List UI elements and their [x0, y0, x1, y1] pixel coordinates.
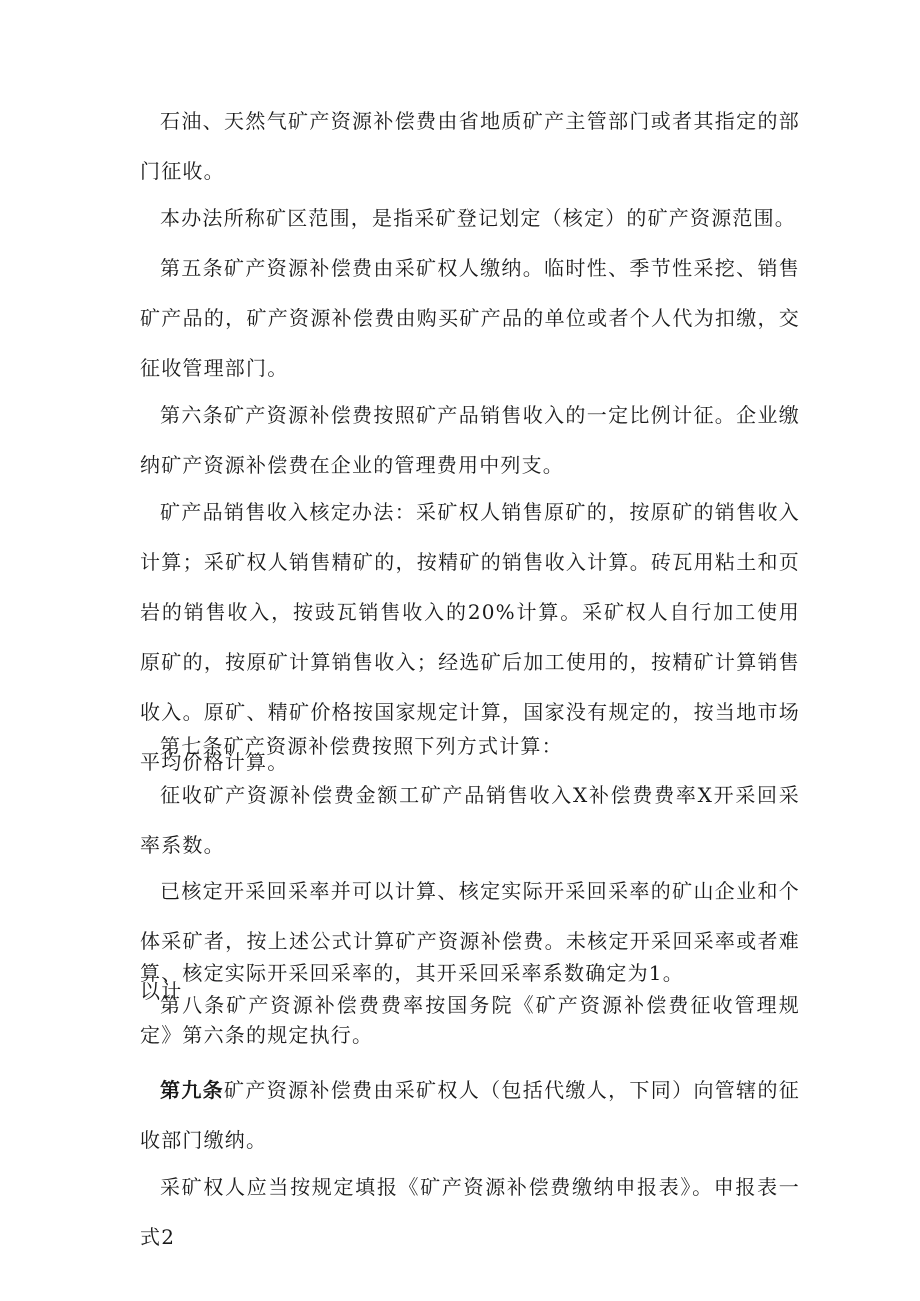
- paragraph-article-7: 第七条矿产资源补偿费按照下列方式计算：: [160, 734, 563, 758]
- paragraph-article-6: 第六条矿产资源补偿费按照矿产品销售收入的一定比例计征。企业缴纳矿产资源补偿费在企业的管理费用中列支。: [140, 403, 800, 477]
- paragraph-oil-gas-collection: 石油、天然气矿产资源补偿费由省地质矿产主管部门或者其指定的部门征收。: [140, 109, 800, 183]
- paragraph-mining-area-definition: 本办法所称矿区范围，是指采矿登记划定（核定）的矿产资源范围。: [160, 206, 796, 230]
- paragraph-sales-revenue-method: 矿产品销售收入核定办法：采矿权人销售原矿的，按原矿的销售收入计算；采矿权人销售精矿的，按精矿的销售收入计算。砖瓦用粘土和页岩的销售收入，按豉瓦销售收入的20%计算。采矿权人自行加工使用原矿的，按原矿计算销售收入；经选矿后加工使用的，按精矿计算销售收入。原矿、精矿价格按国家规定计算，国家没有规定的，按当地市场平均价格计算。: [140, 500, 800, 774]
- paragraph-article-9: [140, 1065, 800, 1165]
- article-9-text: 矿产资源补偿费由采矿权人（包括代缴人，下同）向管辖的征收部门缴纳。: [140, 1078, 800, 1152]
- paragraph-recovery-rate: 已核定开采回采率并可以计算、核定实际开采回采率的矿山企业和个体采矿者，按上述公式计算矿产资源补偿费。未核定开采回采率或者难以计: [140, 879, 800, 1003]
- paragraph-article-5: 第五条矿产资源补偿费由采矿权人缴纳。临时性、季节性采挖、销售矿产品的，矿产资源补偿费由购买矿产品的单位或者个人代为扣缴，交征收管理部门。: [140, 256, 800, 380]
- paragraph-recovery-rate-continued: 算、核定实际开采回采率的，其开采回采率系数确定为1。: [140, 961, 684, 985]
- paragraph-article-8: 第八条矿产资源补偿费费率按国务院《矿产资源补偿费征收管理规定》第六条的规定执行。: [140, 993, 800, 1047]
- article-9-heading: 第九条: [160, 1078, 225, 1102]
- paragraph-declaration-form: 采矿权人应当按规定填报《矿产资源补偿费缴纳申报表》。申报表一式2: [140, 1175, 800, 1249]
- paragraph-formula: 征收矿产资源补偿费金额工矿产品销售收入X补偿费费率X开采回采率系数。: [140, 783, 800, 857]
